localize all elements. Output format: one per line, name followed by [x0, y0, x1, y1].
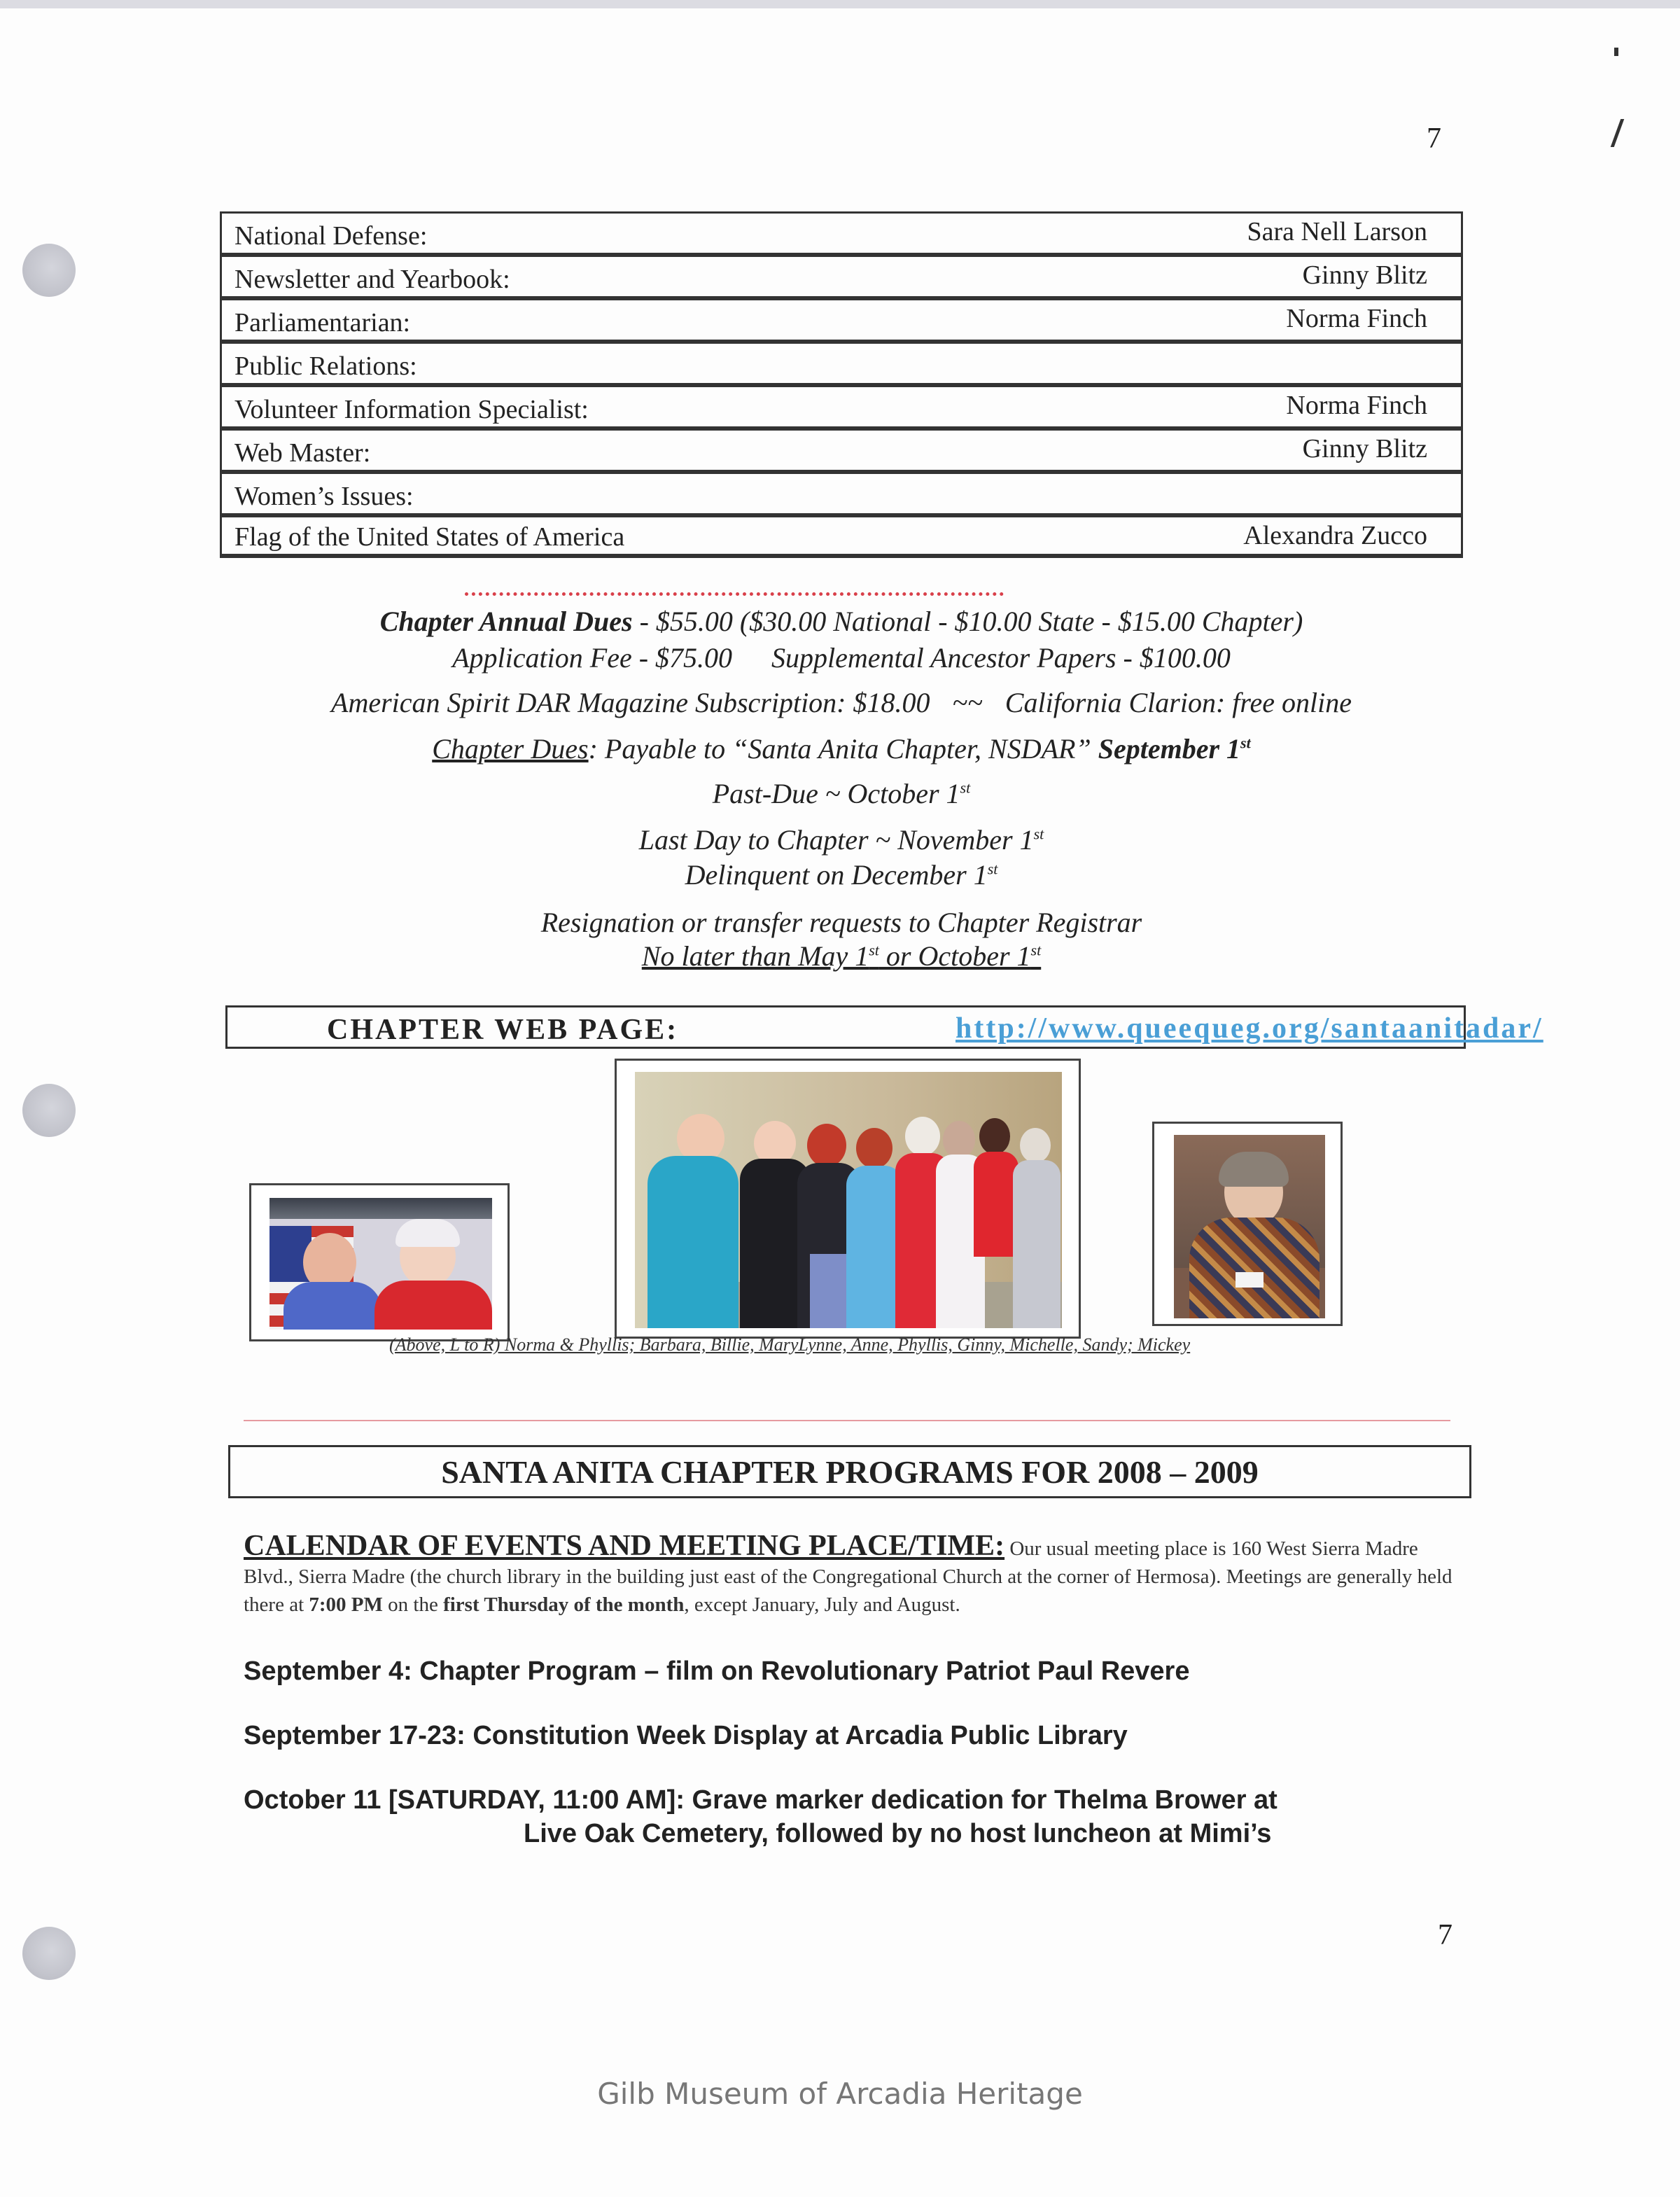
payable-text: : Payable to “Santa Anita Chapter, NSDAR”	[588, 733, 1098, 765]
calendar-text: , except January, July and August.	[684, 1593, 960, 1616]
calendar-heading: CALENDAR OF EVENTS AND MEETING PLACE/TIME:	[244, 1530, 1005, 1562]
photo-mickey	[1152, 1122, 1343, 1326]
photo-caption: (Above, L to R) Norma & Phyllis; Barbara, Billie, MaryLynne, Anne, Phyllis, Ginny, Michelle, Sandy; Mickey	[389, 1334, 1191, 1355]
ordinal: st	[1240, 734, 1251, 752]
separator-tilde: ~~	[952, 687, 983, 718]
officer-row	[220, 257, 1463, 300]
payable-line	[220, 732, 1463, 765]
officer-label: Volunteer Information Specialist:	[234, 395, 589, 424]
officer-row	[220, 387, 1463, 431]
officer-row	[220, 474, 1463, 517]
punch-hole	[22, 244, 76, 297]
officer-row	[220, 300, 1463, 344]
page-number-bottom: 7	[1438, 1919, 1452, 1951]
officer-label: Parliamentarian:	[234, 308, 411, 337]
past-due-line	[220, 777, 1463, 810]
officer-label: Newsletter and Yearbook:	[234, 265, 510, 294]
officer-name: Ginny Blitz	[1302, 434, 1427, 463]
calendar-paragraph	[244, 1532, 1455, 1619]
deadline-line	[220, 940, 1463, 972]
programs-title: SANTA ANITA CHAPTER PROGRAMS FOR 2008 – 2009	[441, 1454, 1259, 1490]
ordinal: st	[869, 941, 879, 959]
officer-name: Norma Finch	[1286, 304, 1427, 333]
clarion-note: California Clarion: free online	[1004, 687, 1352, 718]
resignation-line	[220, 906, 1463, 939]
officer-name: Alexandra Zucco	[1243, 521, 1427, 550]
deadline-text-or: or October 1	[878, 940, 1031, 972]
officer-label: Web Master:	[234, 438, 371, 468]
programs-title-box	[228, 1445, 1471, 1498]
punch-hole	[22, 1084, 76, 1137]
officer-row	[220, 517, 1463, 558]
magazine-subscription: American Spirit DAR Magazine Subscription: $18.00	[331, 687, 930, 718]
deadline-text: No later than May 1	[641, 940, 869, 972]
calendar-text: Our usual meeting place is 160 West Sierra Madre Blvd., Sierra Madre (the church library in the building just east of the Congregational Church at the corner of Hermosa). Meetings are generally held there at	[244, 1537, 1452, 1616]
ordinal: st	[987, 860, 998, 878]
calendar-text: on the	[382, 1593, 444, 1616]
subscription-line	[220, 686, 1463, 719]
dotted-divider	[465, 592, 1004, 596]
chapter-web-page-box	[225, 1005, 1544, 1049]
application-fee: Application Fee - $75.00	[452, 642, 733, 674]
event-item: September 4: Chapter Program – film on Revolutionary Patriot Paul Revere	[244, 1657, 1190, 1686]
web-page-link[interactable]: http://www.queequeg.org/santaanitadar/	[955, 1012, 1544, 1045]
scan-top-edge	[0, 0, 1680, 8]
photo-norma-phyllis	[249, 1183, 510, 1341]
annual-dues-label: Chapter Annual Dues	[379, 606, 633, 637]
web-page-label: CHAPTER WEB PAGE:	[327, 1014, 679, 1046]
scan-speck	[1614, 48, 1618, 56]
officer-name: Sara Nell Larson	[1247, 217, 1427, 246]
fees-line	[220, 641, 1463, 674]
ordinal: st	[1033, 825, 1044, 843]
resignation-text: Resignation or transfer requests to Chapter Registrar	[540, 907, 1142, 938]
photo-group	[615, 1059, 1081, 1339]
annual-dues-detail: - $55.00 ($30.00 National - $10.00 State - $15.00 Chapter)	[632, 606, 1303, 637]
past-due-text: Past-Due ~ October 1	[712, 778, 960, 809]
last-day-line	[220, 823, 1463, 856]
event-item: September 17-23: Constitution Week Display at Arcadia Public Library	[244, 1721, 1128, 1750]
officer-label: National Defense:	[234, 221, 428, 251]
payable-date: September 1	[1098, 733, 1241, 765]
meeting-day: first Thursday of the month	[443, 1593, 685, 1616]
officer-label: Women’s Issues:	[234, 482, 414, 511]
punch-hole	[22, 1927, 76, 1980]
supplemental-fee: Supplemental Ancestor Papers - $100.00	[771, 642, 1231, 674]
officer-row	[220, 214, 1463, 257]
officer-name: Ginny Blitz	[1302, 260, 1427, 290]
page-number-top: 7	[1427, 123, 1441, 155]
delinquent-text: Delinquent on December 1	[685, 859, 988, 891]
officer-label: Flag of the United States of America	[234, 522, 625, 552]
annual-dues-line	[220, 605, 1463, 638]
officer-label: Public Relations:	[234, 351, 417, 381]
meeting-time: 7:00 PM	[309, 1593, 383, 1616]
officer-name: Norma Finch	[1286, 391, 1427, 420]
officer-row	[220, 431, 1463, 474]
event-item: October 11 [SATURDAY, 11:00 AM]: Grave marker dedication for Thelma Brower at	[244, 1785, 1278, 1815]
event-item-continuation: Live Oak Cemetery, followed by no host luncheon at Mimi’s	[524, 1819, 1272, 1848]
ordinal: st	[960, 779, 971, 797]
footer-attribution: Gilb Museum of Arcadia Heritage	[597, 2077, 1083, 2111]
officers-table	[220, 211, 1463, 558]
officer-row	[220, 344, 1463, 387]
scan-speck	[1611, 119, 1625, 147]
ordinal: st	[1030, 941, 1042, 959]
delinquent-line	[220, 858, 1463, 891]
last-day-text: Last Day to Chapter ~ November 1	[638, 824, 1034, 856]
section-divider	[244, 1420, 1450, 1421]
payable-label: Chapter Dues	[432, 733, 589, 765]
